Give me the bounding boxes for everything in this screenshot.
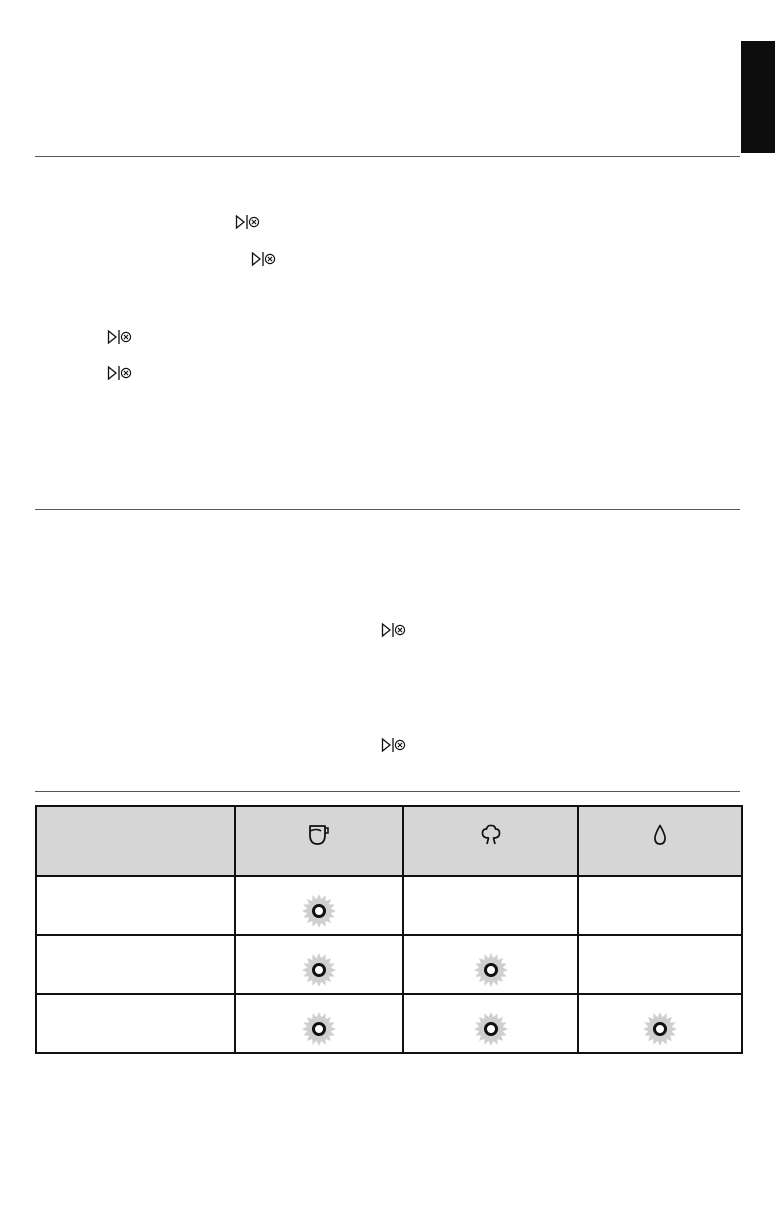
indicator-cell-steam xyxy=(403,876,578,935)
header-cell-label xyxy=(36,806,235,876)
row-label-cell xyxy=(36,876,235,935)
indicator-cell-water xyxy=(578,994,742,1053)
row-label-cell xyxy=(36,994,235,1053)
header-cell-steam xyxy=(403,806,578,876)
header-cell-water xyxy=(578,806,742,876)
blinking-light-icon xyxy=(301,893,337,929)
steam-icon xyxy=(479,823,503,852)
play-stop-icon xyxy=(251,251,277,267)
indicator-cell-water xyxy=(578,876,742,935)
indicator-cell-cup xyxy=(235,994,403,1053)
indicator-cell-steam xyxy=(403,935,578,994)
blinking-light-icon xyxy=(473,952,509,988)
play-stop-icon xyxy=(381,622,407,638)
blinking-light-icon xyxy=(301,1011,337,1047)
section-divider xyxy=(35,509,740,510)
table-row xyxy=(36,994,742,1053)
table-row xyxy=(36,876,742,935)
play-stop-icon xyxy=(107,365,133,381)
cup-icon xyxy=(308,823,330,852)
indicator-cell-steam xyxy=(403,994,578,1053)
water-drop-icon xyxy=(652,823,668,852)
play-stop-icon xyxy=(107,329,133,345)
section-divider xyxy=(35,156,740,157)
indicator-cell-water xyxy=(578,935,742,994)
indicator-cell-cup xyxy=(235,935,403,994)
header-cell-cup xyxy=(235,806,403,876)
blinking-light-icon xyxy=(473,1011,509,1047)
play-stop-icon xyxy=(381,737,407,753)
table-row xyxy=(36,935,742,994)
blinking-light-icon xyxy=(301,952,337,988)
play-stop-icon xyxy=(235,214,261,230)
language-edge-tab xyxy=(741,41,775,153)
indicator-light-table xyxy=(35,805,743,1054)
section-divider xyxy=(35,791,740,792)
row-label-cell xyxy=(36,935,235,994)
indicator-cell-cup xyxy=(235,876,403,935)
blinking-light-icon xyxy=(642,1011,678,1047)
table-header-row xyxy=(36,806,742,876)
